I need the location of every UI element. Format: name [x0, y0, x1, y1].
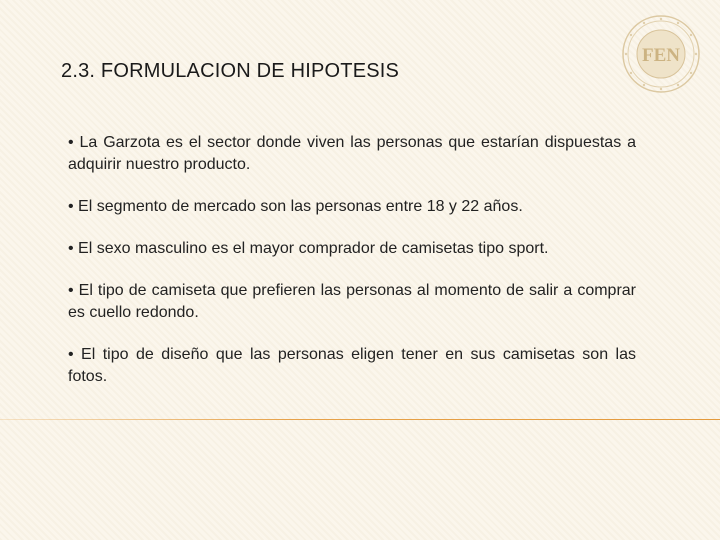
- seal-logo-icon: [621, 14, 701, 94]
- slide-title: 2.3. FORMULACION DE HIPOTESIS: [61, 60, 400, 82]
- bullet-item: • El tipo de camiseta que prefieren las personas al momento de salir a comprar es cuello redondo.: [68, 282, 636, 321]
- bullet-list: [68, 132, 636, 408]
- divider-line: [0, 419, 720, 420]
- bullet-item: • El tipo de diseño que las personas eligen tener en sus camisetas son las fotos.: [68, 346, 636, 385]
- logo-text: FEN: [642, 45, 680, 66]
- bullet-item: • El sexo masculino es el mayor comprador de camisetas tipo sport.: [68, 240, 549, 257]
- bullet-item: • La Garzota es el sector donde viven las personas que estarían dispuestas a adquirir nuestro producto.: [68, 134, 636, 173]
- bullet-item: • El segmento de mercado son las personas entre 18 y 22 años.: [68, 198, 523, 215]
